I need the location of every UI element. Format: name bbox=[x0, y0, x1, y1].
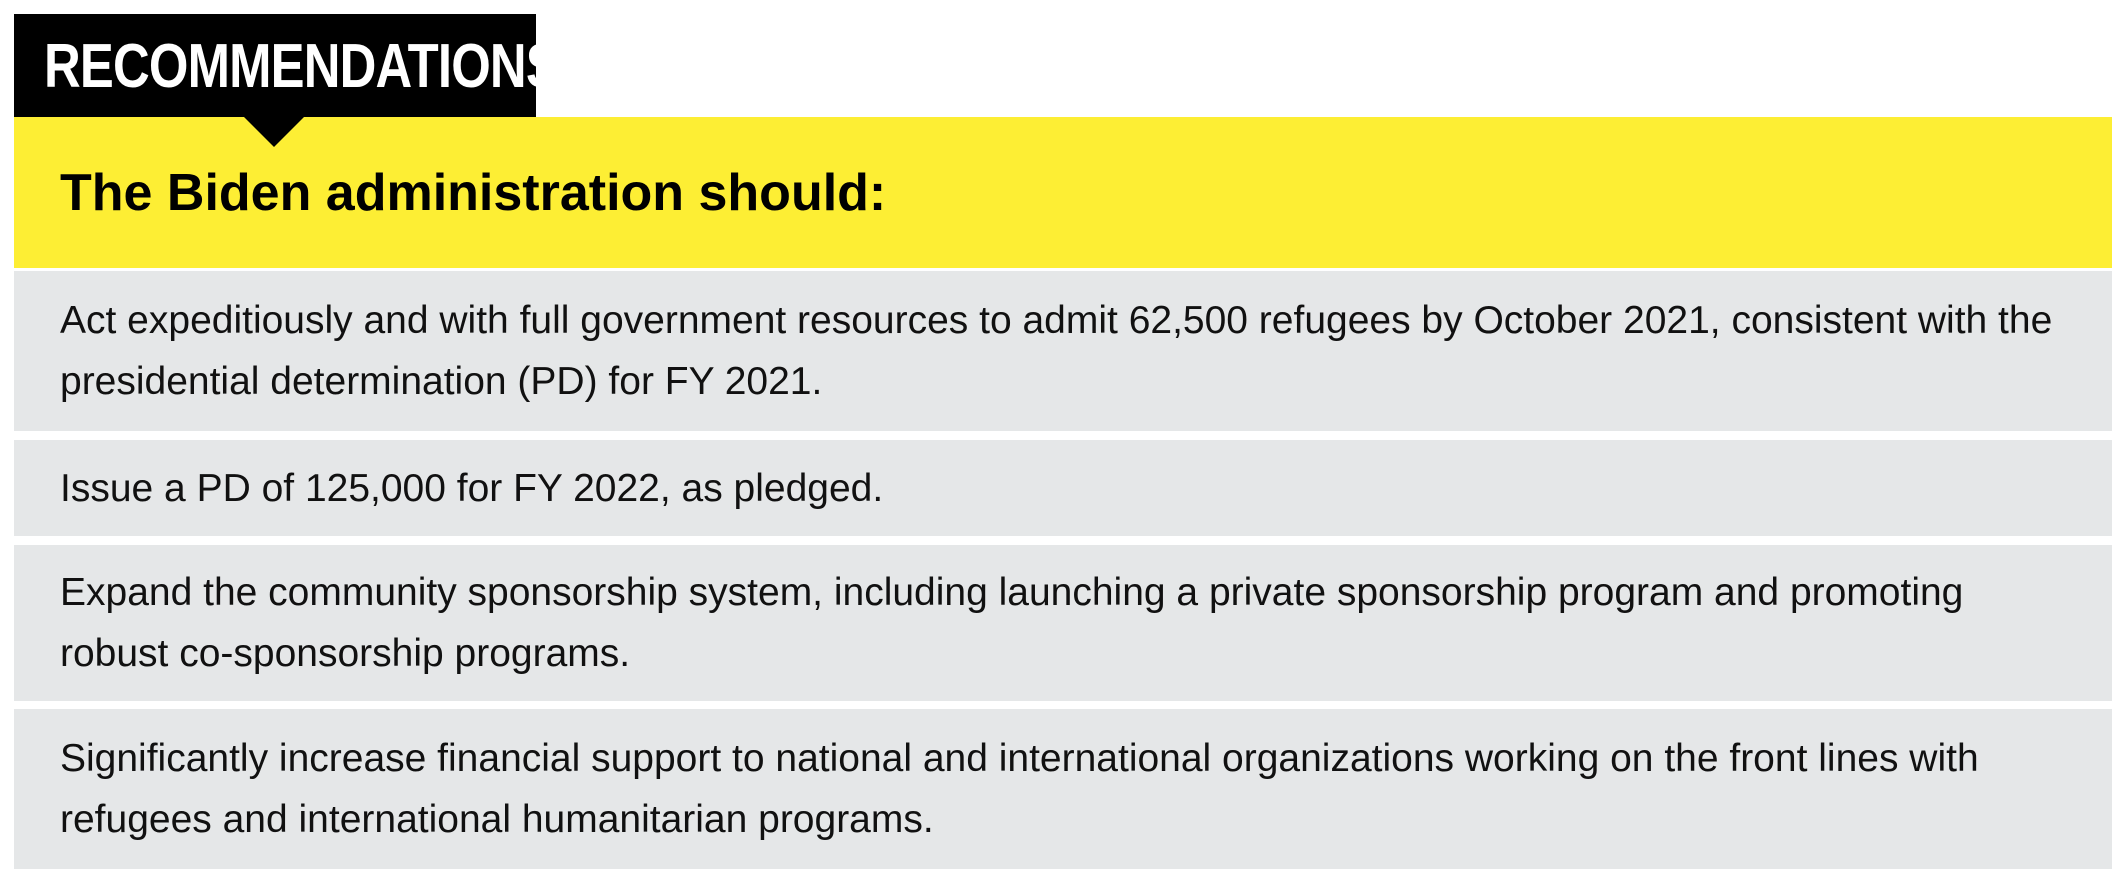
section-heading bbox=[14, 117, 2112, 268]
tag-pointer-arrow bbox=[244, 117, 304, 147]
recommendations-tag bbox=[14, 14, 559, 118]
recommendation-item bbox=[14, 545, 2112, 701]
recommendation-item bbox=[14, 271, 2112, 431]
recommendation-text: Issue a PD of 125,000 for FY 2022, as pledged. bbox=[60, 466, 884, 510]
recommendation-text: Significantly increase financial support to national and international organizations working on the front lines with refugees and international humanitarian programs. bbox=[60, 737, 1979, 841]
recommendation-item bbox=[14, 440, 2112, 536]
recommendation-text: Act expeditiously and with full government resources to admit 62,500 refugees by October 2021, consistent with the presidential determination (PD) for FY 2021. bbox=[60, 299, 2053, 403]
recommendation-text: Expand the community sponsorship system, including launching a private sponsorship program and promoting robust co-sponsorship programs. bbox=[60, 571, 1964, 675]
section-heading-text: The Biden administration should: bbox=[60, 163, 887, 222]
recommendation-item bbox=[14, 709, 2112, 869]
recommendations-tag-label: RECOMMENDATIONS bbox=[44, 31, 559, 101]
